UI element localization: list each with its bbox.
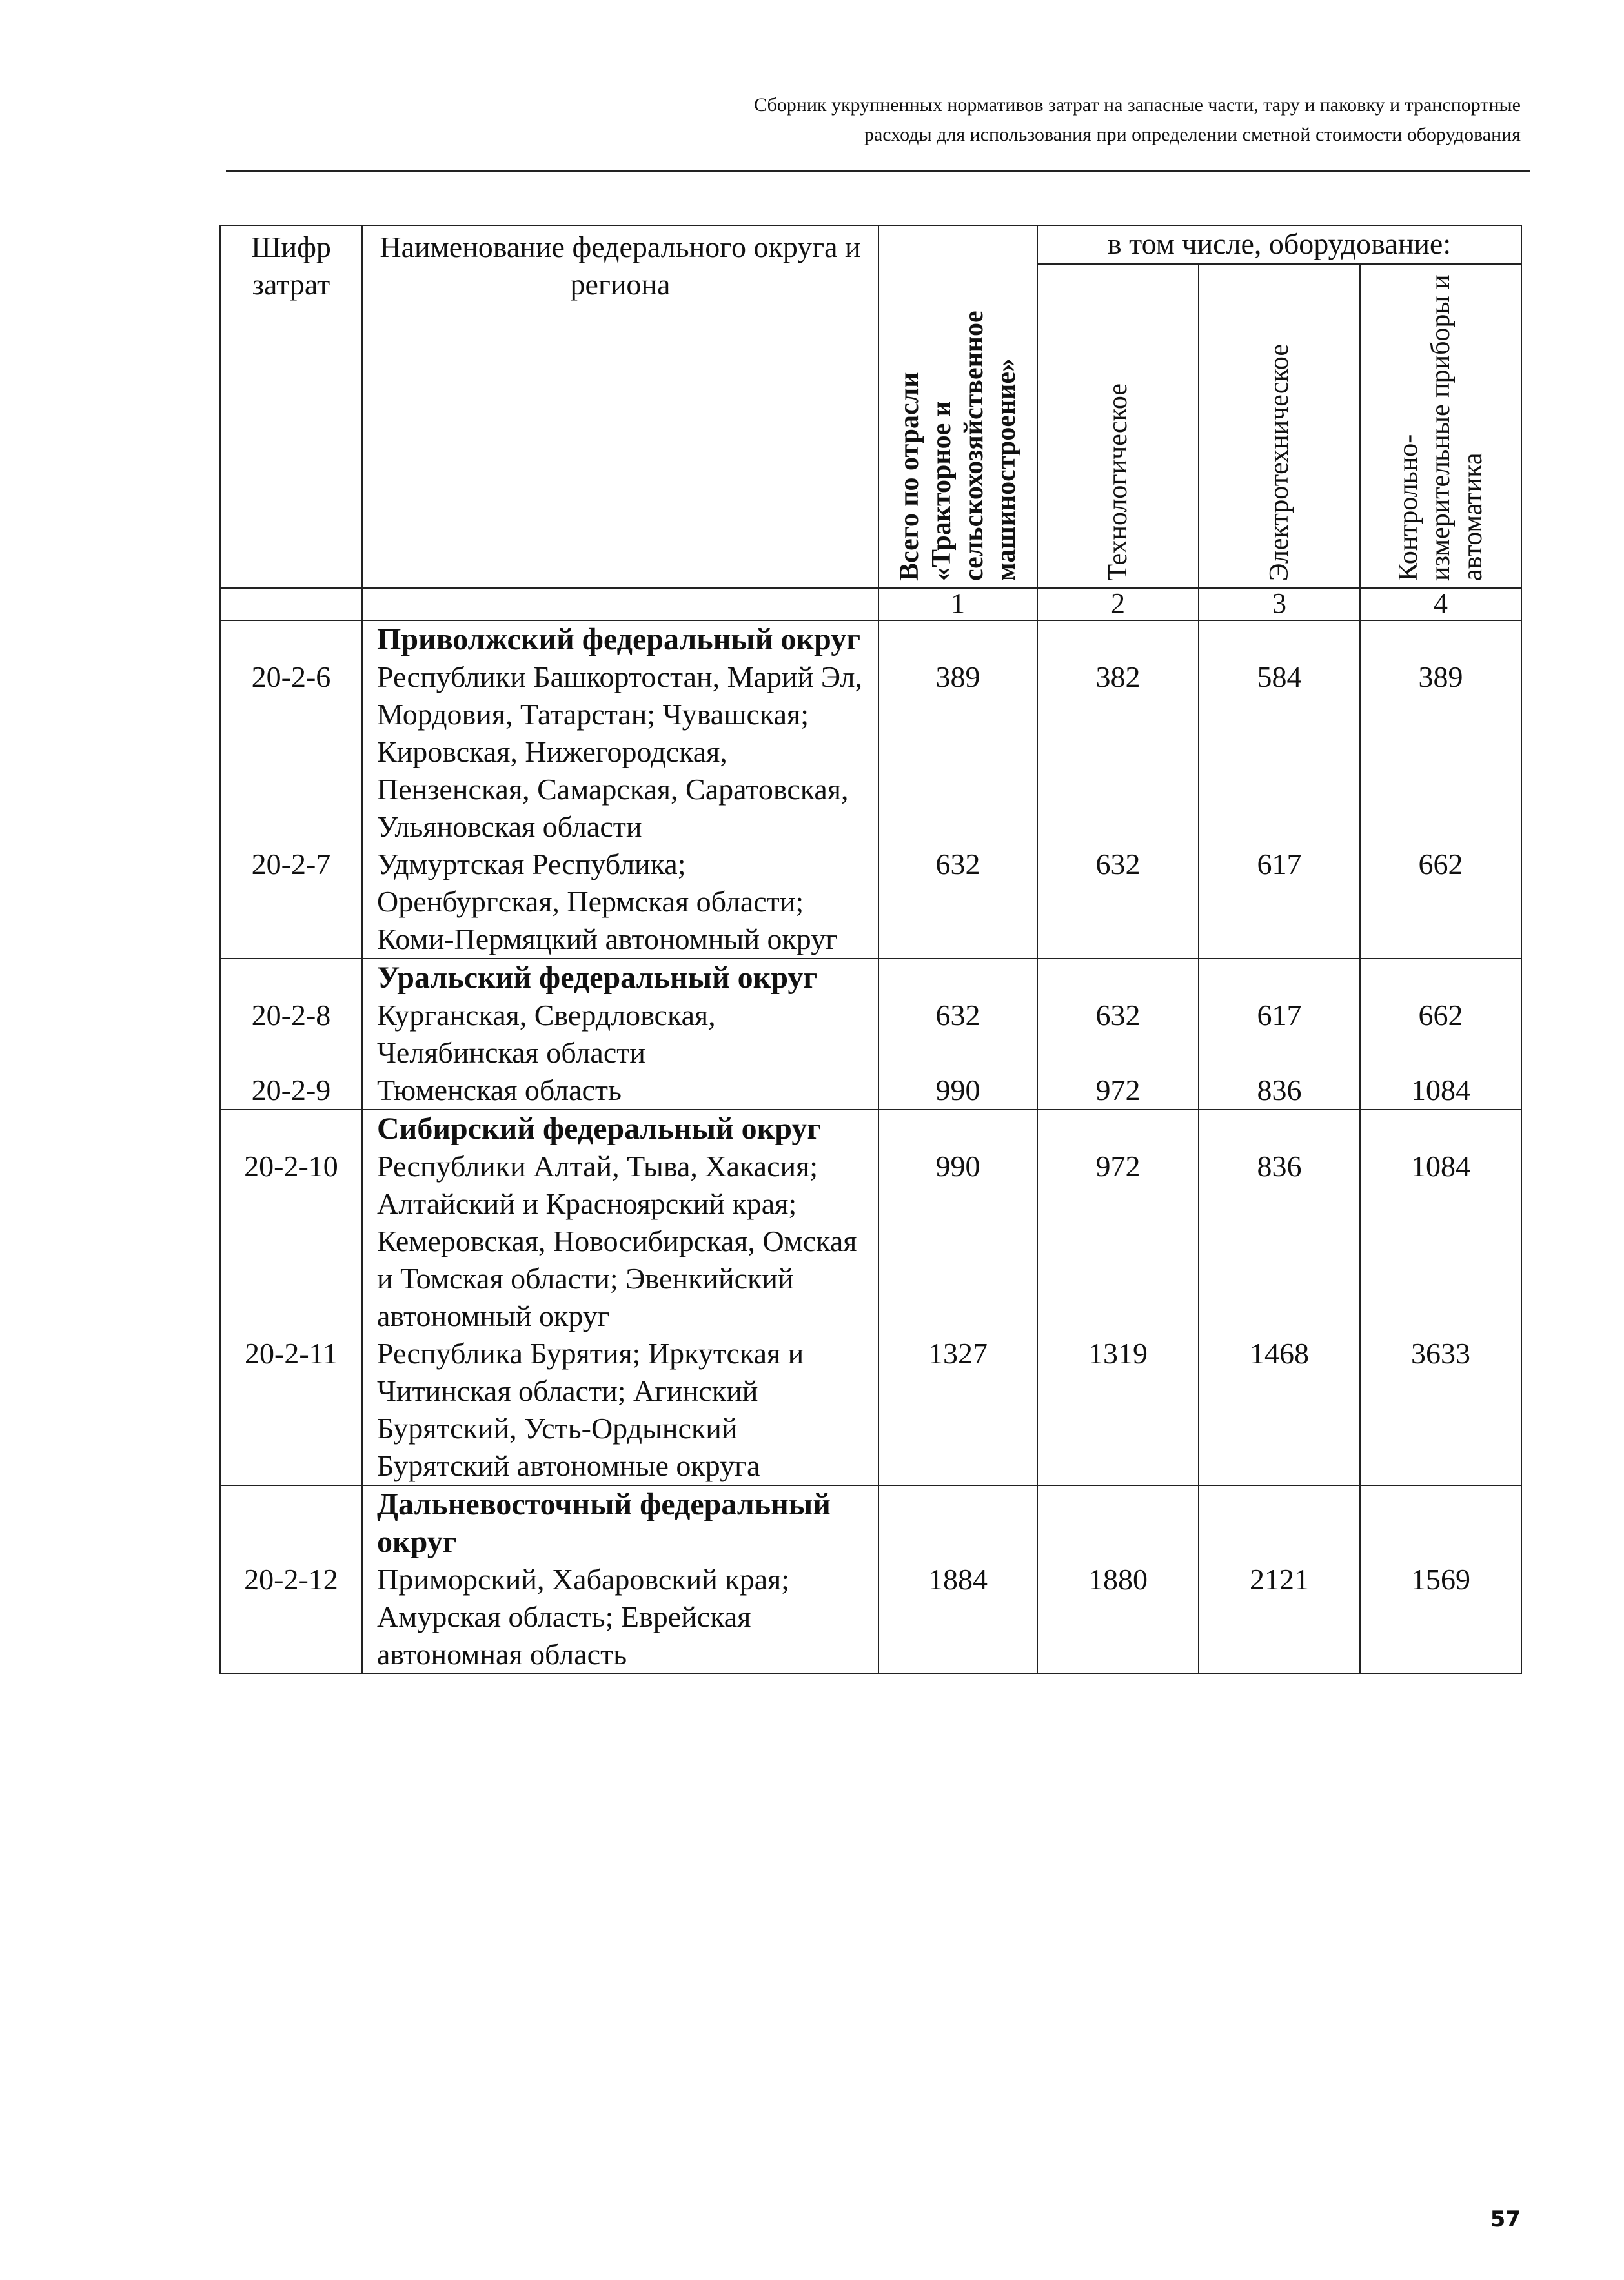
value-elec-text: 1468 xyxy=(1250,1337,1309,1370)
cost-code-text: 20-2-6 xyxy=(251,660,331,693)
cost-code-text: 20-2-10 xyxy=(244,1150,338,1183)
region-name xyxy=(362,1110,878,1335)
cost-code-text: 20-2-12 xyxy=(244,1563,338,1596)
region-name-text: Тюменская область xyxy=(377,1074,622,1106)
title-spacer xyxy=(879,959,1037,997)
value-total-text: 990 xyxy=(935,1150,980,1183)
cost-code xyxy=(220,846,362,959)
cost-code-text: 20-2-7 xyxy=(251,848,331,880)
value-elec xyxy=(1199,1335,1360,1485)
header-ctrl-label: Контрольно-измерительные приборы и автоматика xyxy=(1394,274,1488,581)
value-ctrl xyxy=(1360,1072,1521,1110)
value-elec xyxy=(1199,846,1360,959)
value-ctrl-text: 3633 xyxy=(1411,1337,1471,1370)
value-ctrl-text: 662 xyxy=(1418,848,1463,880)
region-name xyxy=(362,846,878,959)
col-number-4: 4 xyxy=(1360,588,1521,620)
value-elec-text: 617 xyxy=(1257,999,1302,1032)
federal-district-title: Дальневосточный федеральный округ xyxy=(377,1487,831,1559)
region-name xyxy=(362,1072,878,1110)
value-tech-text: 972 xyxy=(1095,1150,1141,1183)
title-spacer xyxy=(879,1110,1037,1148)
value-ctrl xyxy=(1360,846,1521,959)
value-elec xyxy=(1199,1485,1360,1674)
title-spacer xyxy=(1038,959,1198,997)
region-name-text: Удмуртская Республика; Оренбургская, Пермская области; Коми-Пермяцкий автономный округ xyxy=(377,848,838,955)
title-spacer xyxy=(1038,1486,1198,1561)
value-tech xyxy=(1037,620,1199,846)
value-ctrl-text: 1084 xyxy=(1411,1074,1471,1106)
title-spacer xyxy=(221,1486,361,1561)
num-blank-code xyxy=(220,588,362,620)
value-tech-text: 972 xyxy=(1095,1074,1141,1106)
value-total xyxy=(878,620,1037,846)
value-elec-text: 836 xyxy=(1257,1074,1302,1106)
col-number-1: 1 xyxy=(878,588,1037,620)
value-ctrl-text: 662 xyxy=(1418,999,1463,1032)
header-total xyxy=(878,225,1037,588)
value-ctrl-text: 1084 xyxy=(1411,1150,1471,1183)
value-ctrl xyxy=(1360,959,1521,1072)
value-tech xyxy=(1037,959,1199,1072)
header-tech xyxy=(1037,264,1199,588)
value-elec xyxy=(1199,959,1360,1072)
title-spacer xyxy=(1361,1486,1521,1561)
value-tech xyxy=(1037,1110,1199,1335)
header-elec xyxy=(1199,264,1360,588)
value-total-text: 632 xyxy=(935,999,980,1032)
cost-code xyxy=(220,1485,362,1674)
value-total-text: 1884 xyxy=(928,1563,988,1596)
value-total-text: 990 xyxy=(935,1074,980,1106)
title-spacer xyxy=(879,1486,1037,1561)
value-elec-text: 617 xyxy=(1257,848,1302,880)
value-total-text: 1327 xyxy=(928,1337,988,1370)
cost-code-text: 20-2-9 xyxy=(251,1074,331,1106)
value-tech-text: 382 xyxy=(1095,660,1141,693)
header-code: Шифр затрат xyxy=(220,225,362,588)
title-spacer xyxy=(221,1110,361,1148)
cost-code xyxy=(220,1072,362,1110)
title-spacer xyxy=(1199,1110,1359,1148)
value-total xyxy=(878,1335,1037,1485)
value-ctrl-text: 389 xyxy=(1418,660,1463,693)
value-total xyxy=(878,1110,1037,1335)
value-tech-text: 632 xyxy=(1095,999,1141,1032)
page-number: 57 xyxy=(1490,2206,1521,2232)
cost-code xyxy=(220,959,362,1072)
title-spacer xyxy=(221,959,361,997)
title-spacer xyxy=(879,621,1037,658)
value-ctrl-text: 1569 xyxy=(1411,1563,1471,1596)
region-name xyxy=(362,1335,878,1485)
value-elec xyxy=(1199,1110,1360,1335)
value-tech xyxy=(1037,1335,1199,1485)
table-row xyxy=(220,1335,1521,1485)
table-row xyxy=(220,959,1521,1072)
header-ctrl xyxy=(1360,264,1521,588)
cost-code xyxy=(220,620,362,846)
region-name-text: Приморский, Хабаровский края; Амурская область; Еврейская автономная область xyxy=(377,1563,790,1671)
table-row xyxy=(220,1110,1521,1335)
title-spacer xyxy=(1038,621,1198,658)
federal-district-title: Уральский федеральный округ xyxy=(377,961,818,995)
value-total xyxy=(878,1485,1037,1674)
title-spacer xyxy=(1199,959,1359,997)
federal-district-title: Сибирский федеральный округ xyxy=(377,1112,822,1146)
value-total-text: 389 xyxy=(935,660,980,693)
value-ctrl xyxy=(1360,1110,1521,1335)
title-spacer xyxy=(1361,1110,1521,1148)
value-elec-text: 584 xyxy=(1257,660,1302,693)
value-elec-text: 836 xyxy=(1257,1150,1302,1183)
cost-code xyxy=(220,1335,362,1485)
col-number-3: 3 xyxy=(1199,588,1360,620)
cost-norms-table xyxy=(219,225,1521,1674)
federal-district-title: Приволжский федеральный округ xyxy=(377,622,860,657)
header-elec-label: Электротехническое xyxy=(1264,343,1294,581)
header-line-2: расходы для использования при определении сметной стоимости оборудования xyxy=(864,124,1521,145)
value-total xyxy=(878,959,1037,1072)
cost-code xyxy=(220,1110,362,1335)
value-ctrl xyxy=(1360,1335,1521,1485)
value-tech xyxy=(1037,1485,1199,1674)
header-equipment-group: в том числе, оборудование: xyxy=(1037,225,1521,264)
value-tech xyxy=(1037,1072,1199,1110)
header-total-label: Всего по отрасли «Тракторное и сельскохозяйственное машиностроение» xyxy=(895,310,1021,581)
value-total xyxy=(878,1072,1037,1110)
title-spacer xyxy=(1361,959,1521,997)
region-name-text: Республика Бурятия; Иркутская и Читинская области; Агинский Бурятский, Усть-Ордынский Бурятский автономные округа xyxy=(377,1337,804,1482)
cost-code-text: 20-2-8 xyxy=(251,999,331,1032)
num-blank-name xyxy=(362,588,878,620)
value-elec xyxy=(1199,1072,1360,1110)
header-line-1: Сборник укрупненных нормативов затрат на запасные части, тару и паковку и транспортные xyxy=(754,94,1521,116)
value-tech xyxy=(1037,846,1199,959)
col-number-2: 2 xyxy=(1037,588,1199,620)
title-spacer xyxy=(221,621,361,658)
header-tech-label: Технологическое xyxy=(1103,383,1133,581)
value-elec xyxy=(1199,620,1360,846)
region-name-text: Республики Алтай, Тыва, Хакасия; Алтайский и Красноярский края; Кемеровская, Новосибирская, Омская и Томская области; Эвенкийский автономный округ xyxy=(377,1150,857,1332)
cost-code-text: 20-2-11 xyxy=(245,1337,338,1370)
table-row xyxy=(220,1072,1521,1110)
title-spacer xyxy=(1361,621,1521,658)
region-name xyxy=(362,1485,878,1674)
table-row xyxy=(220,846,1521,959)
value-total-text: 632 xyxy=(935,848,980,880)
value-tech-text: 1319 xyxy=(1088,1337,1148,1370)
region-name-text: Курганская, Свердловская, Челябинская области xyxy=(377,999,716,1069)
value-ctrl xyxy=(1360,1485,1521,1674)
value-elec-text: 2121 xyxy=(1250,1563,1309,1596)
table-row xyxy=(220,620,1521,846)
table-row xyxy=(220,1485,1521,1674)
value-tech-text: 632 xyxy=(1095,848,1141,880)
region-name xyxy=(362,620,878,846)
region-name xyxy=(362,959,878,1072)
header-rule xyxy=(226,170,1530,172)
value-tech-text: 1880 xyxy=(1088,1563,1148,1596)
value-ctrl xyxy=(1360,620,1521,846)
title-spacer xyxy=(1199,621,1359,658)
document-header xyxy=(219,90,1521,150)
value-total xyxy=(878,846,1037,959)
header-name: Наименование федерального округа и региона xyxy=(362,225,878,588)
title-spacer xyxy=(1199,1486,1359,1561)
title-spacer xyxy=(1038,1110,1198,1148)
region-name-text: Республики Башкортостан, Марий Эл, Мордовия, Татарстан; Чувашская; Кировская, Нижегородская, Пензенская, Самарская, Саратовская, Ульяновская области xyxy=(377,660,862,843)
